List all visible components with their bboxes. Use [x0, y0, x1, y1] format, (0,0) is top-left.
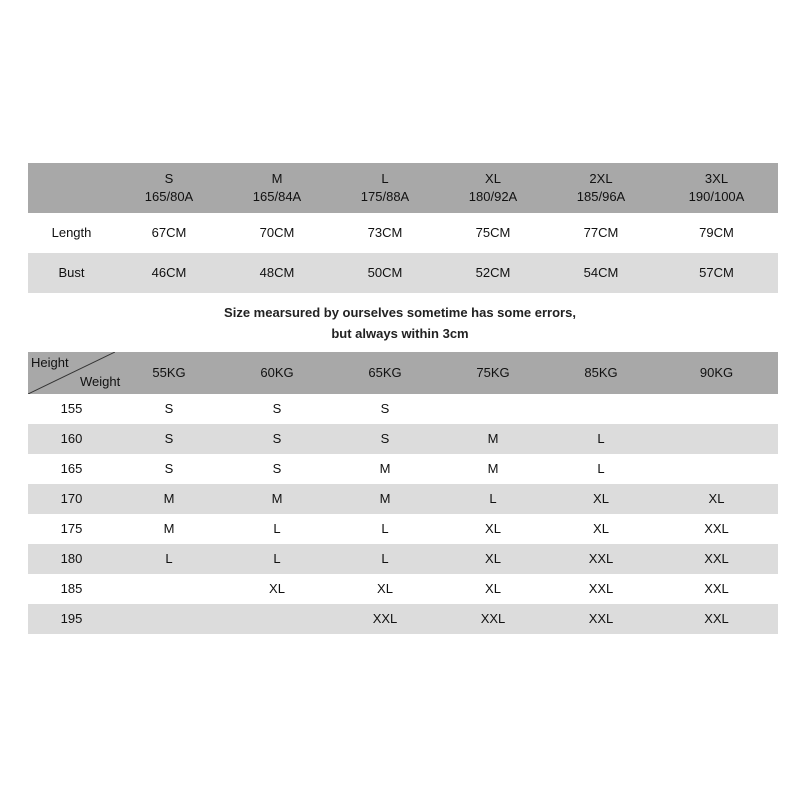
- weight-label: Weight: [80, 374, 121, 389]
- measure-cell: 52CM: [475, 265, 511, 280]
- row-label: Bust: [58, 265, 85, 280]
- fit-row: [28, 454, 778, 484]
- size-cell: XL: [593, 521, 609, 536]
- size-name: M: [271, 171, 283, 186]
- measure-cell: 50CM: [367, 265, 403, 280]
- size-name: 3XL: [704, 171, 729, 186]
- size-cell: L: [489, 491, 497, 506]
- size-cell: L: [381, 551, 389, 566]
- measure-cell: 57CM: [699, 265, 734, 280]
- size-measurement-table: [28, 163, 778, 293]
- size-cell: S: [164, 461, 174, 476]
- fit-header-corner: [28, 352, 121, 394]
- size-cell: XXL: [588, 551, 614, 566]
- size-cell: XL: [485, 551, 501, 566]
- measurement-note: [0, 302, 800, 344]
- size-cell: XXL: [704, 611, 729, 626]
- size-row-bust: [28, 253, 778, 293]
- size-name: S: [164, 171, 174, 186]
- height-cell: 155: [60, 401, 83, 416]
- size-header-cell: [439, 170, 547, 206]
- size-header-cell: [655, 170, 778, 206]
- size-cell: XL: [377, 581, 393, 596]
- size-cell: XL: [593, 491, 609, 506]
- height-cell: 180: [60, 551, 83, 566]
- measure-cell: 77CM: [583, 225, 619, 240]
- size-cell: S: [380, 431, 390, 446]
- size-cell: S: [272, 461, 282, 476]
- measure-cell: 46CM: [151, 265, 187, 280]
- note-line-2: but always within 3cm: [331, 326, 469, 341]
- weight-header-cell: 75KG: [476, 365, 510, 380]
- size-cell: M: [379, 491, 391, 506]
- size-cell: L: [597, 431, 605, 446]
- height-cell: 185: [60, 581, 83, 596]
- size-cell: M: [379, 461, 391, 476]
- fit-header-row: [28, 352, 778, 394]
- size-cell: S: [164, 431, 174, 446]
- fit-row: [28, 484, 778, 514]
- size-header-row: [28, 163, 778, 213]
- size-cell: XXL: [704, 581, 729, 596]
- size-cell: XL: [485, 521, 501, 536]
- size-cell: L: [165, 551, 173, 566]
- size-code: 165/84A: [252, 189, 302, 204]
- size-cell: M: [163, 491, 175, 506]
- size-cell: L: [273, 551, 281, 566]
- size-header-cell: [223, 170, 331, 206]
- height-cell: 195: [60, 611, 83, 626]
- size-cell: XL: [269, 581, 285, 596]
- measure-cell: 48CM: [259, 265, 295, 280]
- fit-row: [28, 604, 778, 634]
- size-cell: M: [163, 521, 175, 536]
- fit-row: [28, 574, 778, 604]
- size-cell: XXL: [704, 551, 729, 566]
- size-header-cell: [115, 170, 223, 206]
- measure-cell: 54CM: [583, 265, 619, 280]
- weight-header-cell: 85KG: [584, 365, 618, 380]
- measure-cell: 73CM: [367, 225, 403, 240]
- size-cell: XXL: [372, 611, 398, 626]
- size-cell: XL: [708, 491, 725, 506]
- size-cell: XXL: [588, 581, 614, 596]
- height-cell: 160: [60, 431, 83, 446]
- size-cell: XXL: [588, 611, 614, 626]
- row-label: Length: [51, 225, 92, 240]
- measure-cell: 70CM: [259, 225, 295, 240]
- fit-row: [28, 394, 778, 424]
- size-code: 190/100A: [688, 189, 745, 204]
- weight-header-cell: 65KG: [368, 365, 402, 380]
- weight-header-cell: 55KG: [152, 365, 186, 380]
- size-cell: M: [271, 491, 283, 506]
- height-cell: 165: [60, 461, 83, 476]
- size-name: 2XL: [589, 171, 613, 186]
- size-cell: XL: [485, 581, 501, 596]
- size-header-cell: [331, 170, 439, 206]
- fit-row: [28, 544, 778, 574]
- size-cell: L: [381, 521, 389, 536]
- size-cell: M: [487, 431, 499, 446]
- size-code: 180/92A: [468, 189, 518, 204]
- measure-cell: 79CM: [699, 225, 734, 240]
- size-cell: XXL: [480, 611, 506, 626]
- size-cell: L: [597, 461, 605, 476]
- weight-header-cell: 60KG: [260, 365, 294, 380]
- fit-row: [28, 514, 778, 544]
- height-label: Height: [31, 355, 69, 370]
- measure-cell: 67CM: [151, 225, 187, 240]
- size-name: L: [381, 171, 389, 186]
- size-code: 185/96A: [576, 189, 626, 204]
- size-cell: S: [272, 401, 282, 416]
- size-name: XL: [485, 171, 501, 186]
- height-cell: 170: [60, 491, 83, 506]
- weight-header-cell: 90KG: [699, 365, 734, 380]
- measure-cell: 75CM: [475, 225, 511, 240]
- size-cell: S: [164, 401, 174, 416]
- fit-row: [28, 424, 778, 454]
- size-cell: XXL: [704, 521, 729, 536]
- height-cell: 175: [60, 521, 83, 536]
- note-line-1: Size mearsured by ourselves sometime has some errors,: [224, 305, 576, 320]
- size-code: 175/88A: [360, 189, 410, 204]
- size-header-cell: [547, 170, 655, 206]
- size-cell: S: [272, 431, 282, 446]
- size-cell: S: [380, 401, 390, 416]
- size-row-length: [28, 213, 778, 253]
- size-cell: L: [273, 521, 281, 536]
- size-cell: M: [487, 461, 499, 476]
- size-code: 165/80A: [144, 189, 194, 204]
- height-weight-table: [28, 352, 778, 634]
